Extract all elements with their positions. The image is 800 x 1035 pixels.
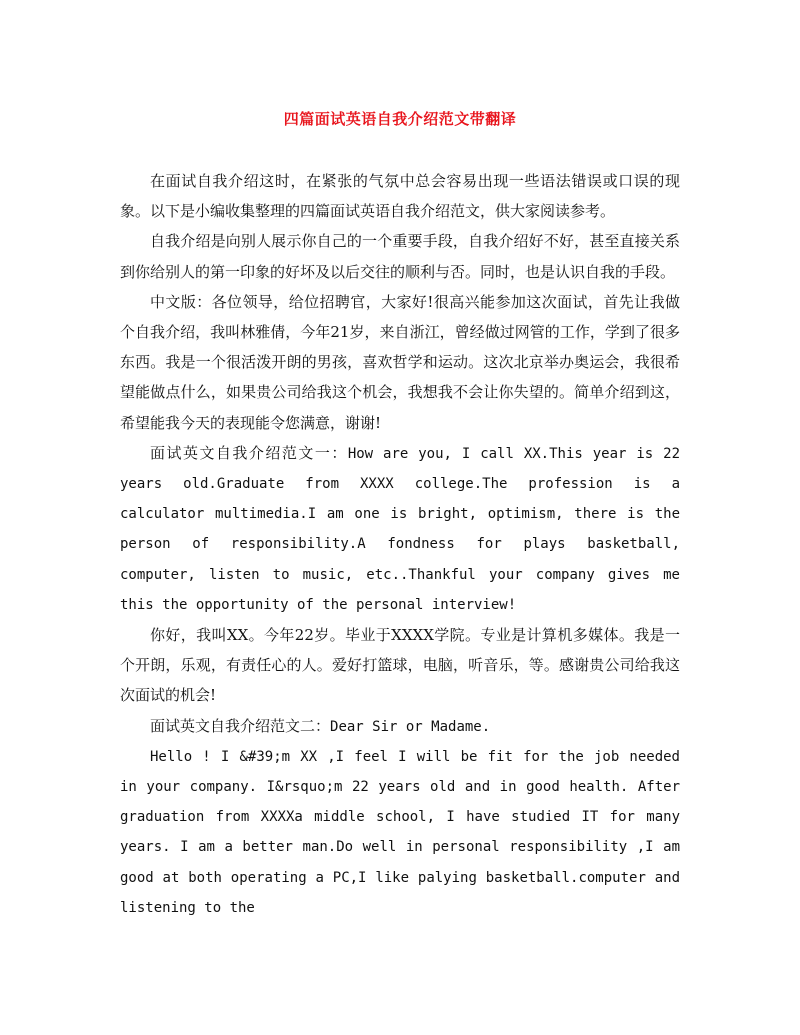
paragraph-english-sample-1 bbox=[120, 438, 680, 620]
document-title: 四篇面试英语自我介绍范文带翻译 bbox=[283, 110, 517, 128]
sample-1-text: How are you, I call XX.This year is 22 years old.Graduate from XXXX college.The profession is a calculator multimedia.I am one is bright, optimism, there is the person of responsibility.A fondness for plays basketball, computer, listen to music, etc..Thankful your company gives me this the opportunity of the personal interview! bbox=[120, 445, 680, 613]
paragraph-translation-1: 你好，我叫XX。今年22岁。毕业于XXXX学院。专业是计算机多媒体。我是一个开朗，乐观，有责任心的人。爱好打篮球，电脑，听音乐，等。感谢贵公司给我这次面试的机会! bbox=[120, 626, 680, 705]
sample-2-greeting: Dear Sir or Madame. bbox=[330, 718, 491, 735]
paragraph-intro: 在面试自我介绍这时，在紧张的气氛中总会容易出现一些语法错误或口误的现象。以下是小编收集整理的四篇面试英语自我介绍范文，供大家阅读参考。 bbox=[120, 172, 680, 221]
paragraph-chinese-version: 中文版：各位领导，给位招聘官，大家好!很高兴能参加这次面试，首先让我做个自我介绍，我叫林雅倩，今年21岁，来自浙江，曾经做过网管的工作，学到了很多东西。我是一个很活泼开朗的男孩，喜欢哲学和运动。这次北京举办奥运会，我很希望能做点什么，如果贵公司给我这个机会，我想我不会让你失望的。简单介绍到这，希望能我今天的表现能令您满意，谢谢! bbox=[120, 292, 680, 432]
document-body bbox=[120, 166, 680, 923]
sample-2-lead: 面试英文自我介绍范文二： bbox=[150, 716, 331, 735]
paragraph-english-sample-2-heading bbox=[120, 711, 680, 742]
paragraph-self-intro-importance: 自我介绍是向别人展示你自己的一个重要手段，自我介绍好不好，甚至直接关系到你给别人的第一印象的好坏及以后交往的顺利与否。同时，也是认识自我的手段。 bbox=[120, 232, 680, 281]
sample-1-lead: 面试英文自我介绍范文一： bbox=[150, 443, 348, 462]
paragraph-english-sample-2-body: Hello ! I &#39;m XX ,I feel I will be fit for the job needed in your company. I&rsquo;m 22 years old and in good health. After graduation from XXXXa middle school, I have studied IT for many years. I am a better man.Do well in personal responsibility ,I am good at both operating a PC,I like palying basketball.computer and listening to the bbox=[120, 748, 680, 916]
